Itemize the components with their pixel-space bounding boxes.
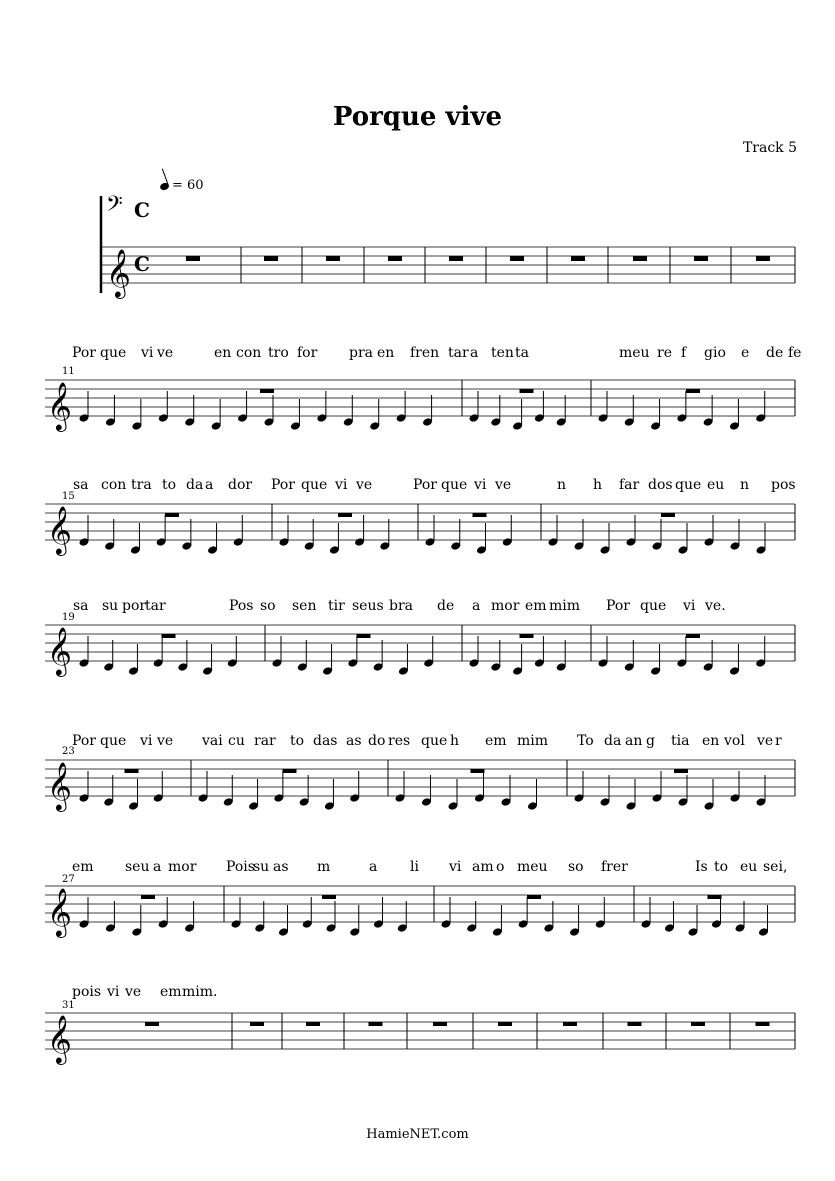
system-1 [101,196,795,293]
composer-label: Track 5 [742,140,797,156]
lyric-syllable: Por [72,345,96,361]
lyric-syllable: em [72,859,94,875]
whole-rest [338,513,352,517]
lyric-syllable: que [675,477,702,493]
lyric-syllable: so [260,598,276,614]
lyric-syllable: ten [491,345,514,361]
treble-clef-icon: 𝄞 [47,761,72,810]
whole-rest [260,389,274,393]
lyric-syllable: a [205,477,214,493]
whole-rest [498,1022,512,1026]
lyric-syllable: meu [619,345,650,361]
lyric-syllable: g [646,733,655,749]
lyric-syllable: dos [648,477,673,493]
lyric-syllable: sa [73,477,89,493]
lyric-syllable: en [702,733,720,749]
lyric-syllable: vi [335,477,348,493]
whole-rest [708,895,722,899]
lyric-syllable: tia [671,733,690,749]
lyric-syllable: vi [140,733,153,749]
whole-rest [145,1022,159,1026]
whole-rests [186,256,770,261]
lyric-syllable: seus [352,598,384,614]
lyric-syllable: re [657,345,672,361]
lyric-syllable: mim [549,598,581,614]
lyric-syllable: pos [771,477,796,493]
lyric-syllable: tar [145,598,166,614]
lyric-syllable: ve [157,345,174,361]
lyric-syllable: da [186,477,204,493]
lyric-syllable: vi [449,859,462,875]
treble-clef-icon: 𝄞 [106,248,131,297]
lyric-syllable: su [253,859,270,875]
lyric-syllable: fren [410,345,440,361]
lyric-syllable: ta [515,345,529,361]
whole-rest [473,513,487,517]
treble-clef-icon: 𝄞 [47,626,72,675]
time-signature-c: C [134,198,150,222]
lyric-syllable: que [421,733,448,749]
lyric-syllable: a [369,859,378,875]
lyric-syllable: vai [202,733,223,749]
lyric-syllable: cu [228,733,245,749]
lyric-syllable: a [472,598,481,614]
whole-rest [520,634,534,638]
page-title: Porque vive [332,102,503,132]
whole-rest [520,389,534,393]
whole-rest [322,895,336,899]
whole-rest [756,1022,770,1026]
lyric-syllable: em [485,733,507,749]
lyric-syllable: sei, [763,859,788,875]
lyric-syllable: a [153,859,162,875]
lyric-syllable: a [470,345,479,361]
lyric-syllable: tra [131,477,152,493]
measure-number: 27 [62,874,75,885]
lyric-syllable: fe [788,345,802,361]
lyric-syllable: am [472,859,494,875]
whole-rest [471,769,485,773]
whole-rest [306,1022,320,1026]
lyric-syllable: vi [107,984,120,1000]
lyric-syllable: ve [757,733,774,749]
lyric-syllable: mor [491,598,520,614]
lyric-syllable: pois [72,984,102,1000]
whole-rest [125,769,139,773]
lyric-syllable: li [410,859,419,875]
measure-number: 19 [62,612,75,623]
lyric-syllable: sa [73,598,89,614]
tempo-value: = 60 [172,178,204,193]
system-7 [45,1013,795,1065]
lyric-syllable: frer [601,859,628,875]
lyric-syllable: ve [125,984,142,1000]
lyric-syllable: to [290,733,305,749]
lyric-syllable: tar [448,345,469,361]
whole-rest [162,634,176,638]
lyric-syllable: das [313,733,338,749]
lyric-syllable: rar [254,733,276,749]
treble-clef-icon: 𝄞 [47,381,72,430]
lyric-syllable: Por [606,598,630,614]
lyric-syllable: f [681,345,687,361]
lyric-syllable: o [496,859,505,875]
lyric-syllable: da [604,733,622,749]
lyric-syllable: en [377,345,395,361]
lyric-syllable: tro [268,345,289,361]
lyric-syllable: To [577,733,594,749]
lyric-syllable: eu [707,477,725,493]
lyric-syllable: as [346,733,362,749]
treble-clef-icon: 𝄞 [47,1014,72,1063]
whole-rest [369,1022,383,1026]
system-6 [45,886,795,938]
lyric-syllable: mor [168,859,197,875]
measure-number: 23 [62,746,75,757]
whole-rest [686,634,700,638]
lyric-syllable: sen [292,598,317,614]
lyric-syllable: res [388,733,411,749]
lyric-syllable: en [214,345,232,361]
lyric-syllable: vi [683,598,696,614]
measure-number: 15 [62,491,75,502]
system-2 [45,380,795,432]
whole-rest [165,513,179,517]
lyric-syllable: Por [271,477,295,493]
lyric-syllable: h [593,477,603,493]
lyric-syllable: vi [141,345,154,361]
lyric-syllable: que [301,477,328,493]
lyric-syllable: mim [517,733,549,749]
measure-number: 31 [62,1000,75,1011]
whole-rest [661,513,675,517]
lyric-syllable: dor [228,477,253,493]
whole-rest [674,769,688,773]
lyric-syllable: for [297,345,318,361]
lyric-syllable: Is [695,859,708,875]
footer-credit: HamieNET.com [366,1127,469,1142]
lyric-syllable: ve [356,477,373,493]
lyric-syllable: tir [328,598,345,614]
whole-rest [357,634,371,638]
whole-rest [527,895,541,899]
lyric-syllable: Pois [226,859,255,875]
lyric-syllable: por [122,598,147,614]
whole-rest [433,1022,447,1026]
lyric-syllable: ve [157,733,174,749]
lyric-syllable: que [441,477,468,493]
lyric-syllable: n [740,477,750,493]
lyric-syllable: r [775,733,782,749]
lyric-syllable: Por [413,477,437,493]
measure-number: 11 [62,366,75,377]
lyric-syllable: que [100,345,127,361]
lyric-syllable: Por [72,733,96,749]
lyric-syllable: m [317,859,331,875]
whole-rest [691,1022,705,1026]
lyric-syllable: gio [704,345,726,361]
whole-rest [686,389,700,393]
lyric-syllable: mim. [182,984,218,1000]
lyric-syllable: bra [389,598,414,614]
whole-rest [628,1022,642,1026]
lyric-syllable: to [162,477,177,493]
lyric-syllable: so [568,859,584,875]
lyric-syllable: con [236,345,262,361]
treble-clef-icon: 𝄞 [47,505,72,554]
lyric-syllable: ve [495,477,512,493]
bass-clef-icon: 𝄢 [106,192,123,222]
system-3 [45,504,795,556]
lyric-syllable: as [273,859,289,875]
lyric-syllable: que [100,733,127,749]
whole-rest [141,895,155,899]
lyric-syllable: em [160,984,182,1000]
lyric-syllable: n [557,477,567,493]
treble-clef-icon: 𝄞 [47,887,72,936]
system-5 [45,760,795,812]
lyric-syllable: que [640,598,667,614]
time-signature-c: C [134,252,150,276]
lyric-syllable: e [741,345,750,361]
lyric-syllable: em [525,598,547,614]
lyric-syllable: vi [474,477,487,493]
lyric-syllable: vol [724,733,745,749]
lyric-syllable: Pos [229,598,254,614]
whole-rest [250,1022,264,1026]
lyric-syllable: pra [349,345,374,361]
lyric-syllable: do [368,733,386,749]
lyric-syllable: de [437,598,455,614]
lyric-syllable: de [766,345,784,361]
lyric-syllable: an [625,733,643,749]
lyric-syllable: ve. [705,598,726,614]
lyric-syllable: meu [517,859,548,875]
lyric-syllable: su [102,598,119,614]
whole-rest [563,1022,577,1026]
lyric-syllable: far [619,477,640,493]
whole-rest [283,769,297,773]
system-4 [45,625,795,677]
lyric-syllable: to [714,859,729,875]
lyric-syllable: seu [125,859,150,875]
lyric-syllable: h [450,733,460,749]
lyric-syllable: con [101,477,127,493]
lyric-syllable: eu [740,859,758,875]
